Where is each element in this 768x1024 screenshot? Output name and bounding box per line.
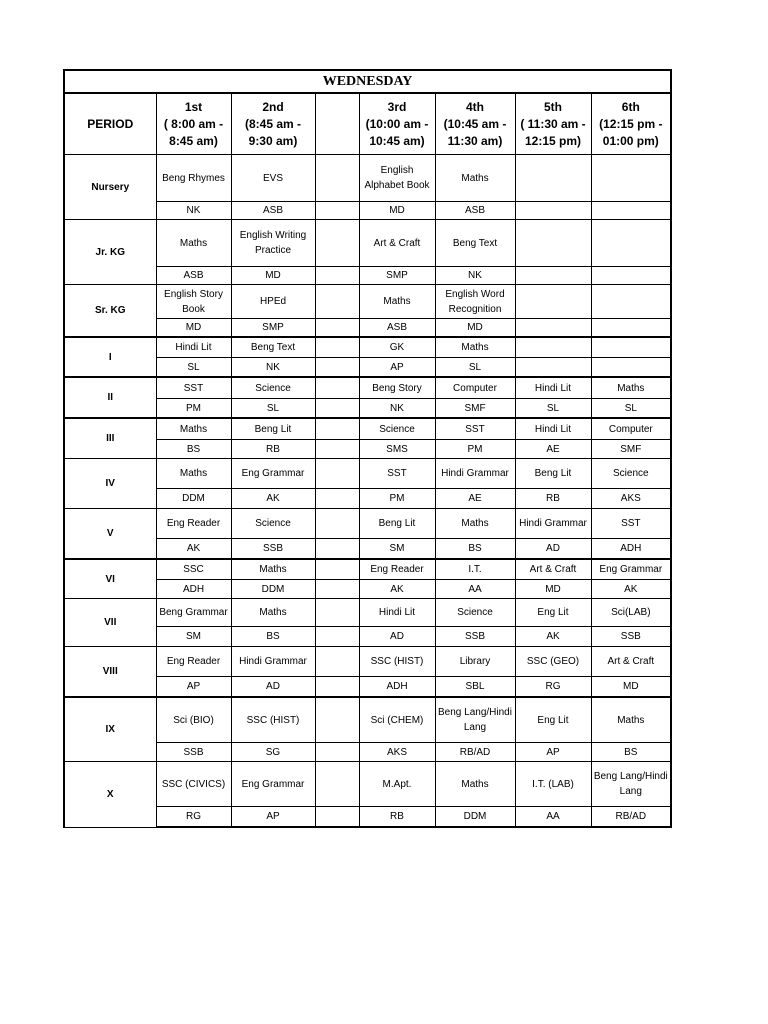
teacher-cell: SSB [435,627,515,647]
subject-cell [515,337,591,358]
class-teacher-row [64,627,671,647]
teacher-cell [315,580,359,599]
class-teacher-row [64,743,671,762]
subject-cell: Maths [231,599,315,627]
subject-cell [315,647,359,677]
class-teacher-row [64,399,671,419]
teacher-cell [315,677,359,698]
teacher-cell: SL [515,399,591,419]
subject-cell: English Story Book [156,285,231,319]
teacher-cell: NK [435,267,515,285]
subject-cell: Beng Lit [231,418,315,440]
class-name: I [64,337,156,377]
class-teacher-row [64,489,671,509]
subject-cell: Maths [435,155,515,202]
teacher-cell: SBL [435,677,515,698]
class-teacher-row [64,267,671,285]
teacher-cell [515,319,591,338]
subject-cell: Science [435,599,515,627]
teacher-cell: AKS [359,743,435,762]
subject-cell: Maths [156,459,231,489]
subject-cell: Eng Lit [515,697,591,743]
subject-cell: Beng Grammar [156,599,231,627]
teacher-cell [515,267,591,285]
teacher-cell: ASB [231,202,315,220]
teacher-cell: RB [231,440,315,459]
subject-cell: Eng Reader [156,509,231,539]
subject-cell: Library [435,647,515,677]
teacher-cell: SL [156,358,231,378]
subject-cell: Sci(LAB) [591,599,671,627]
teacher-cell: DDM [435,807,515,828]
teacher-cell: RB [359,807,435,828]
class-teacher-row [64,358,671,378]
class-subject-row [64,762,671,807]
teacher-cell: AP [359,358,435,378]
teacher-cell: BS [591,743,671,762]
subject-cell: Maths [435,337,515,358]
subject-cell [315,509,359,539]
subject-cell: Maths [359,285,435,319]
class-subject-row [64,559,671,580]
subject-cell [315,762,359,807]
teacher-cell: AKS [591,489,671,509]
teacher-cell: PM [156,399,231,419]
teacher-cell [591,267,671,285]
subject-cell: Computer [435,377,515,399]
teacher-cell: SM [359,539,435,560]
subject-cell: English Writing Practice [231,220,315,267]
class-teacher-row [64,677,671,698]
subject-cell [315,337,359,358]
subject-cell: Sci (CHEM) [359,697,435,743]
subject-cell: Eng Reader [156,647,231,677]
teacher-cell: RB/AD [435,743,515,762]
subject-cell: SSC (GEO) [515,647,591,677]
subject-cell [515,155,591,202]
teacher-cell: AK [156,539,231,560]
class-subject-row [64,647,671,677]
sheet-title: WEDNESDAY [64,70,671,93]
subject-cell: Science [231,377,315,399]
class-name: V [64,509,156,560]
class-name: III [64,418,156,459]
subject-cell: English Word Recognition [435,285,515,319]
teacher-cell: RB/AD [591,807,671,828]
teacher-cell: AD [231,677,315,698]
teacher-cell: AK [359,580,435,599]
subject-cell: M.Apt. [359,762,435,807]
teacher-cell: MD [156,319,231,338]
class-teacher-row [64,807,671,828]
subject-cell: I.T. (LAB) [515,762,591,807]
teacher-cell: SSB [231,539,315,560]
teacher-cell: AK [515,627,591,647]
teacher-cell [315,539,359,560]
teacher-cell: RG [515,677,591,698]
subject-cell: Eng Grammar [231,459,315,489]
class-subject-row [64,599,671,627]
teacher-cell: AA [435,580,515,599]
teacher-cell: BS [156,440,231,459]
teacher-cell: SG [231,743,315,762]
teacher-cell: AK [231,489,315,509]
subject-cell: SST [591,509,671,539]
subject-cell: Maths [156,418,231,440]
subject-cell: Beng Lit [515,459,591,489]
subject-cell: Art & Craft [359,220,435,267]
class-subject-row [64,155,671,202]
teacher-cell: ADH [359,677,435,698]
class-name: II [64,377,156,418]
subject-cell: Art & Craft [591,647,671,677]
teacher-cell: AA [515,807,591,828]
subject-cell [315,459,359,489]
subject-cell [315,599,359,627]
subject-cell: Maths [435,762,515,807]
period-2-header: 2nd (8:45 am - 9:30 am) [231,93,315,155]
teacher-cell: MD [591,677,671,698]
subject-cell: HPEd [231,285,315,319]
subject-cell [315,155,359,202]
teacher-cell: NK [156,202,231,220]
teacher-cell: AE [435,489,515,509]
teacher-cell [315,440,359,459]
subject-cell: Beng Lang/Hindi Lang [435,697,515,743]
subject-cell: GK [359,337,435,358]
subject-cell: Science [231,509,315,539]
subject-cell [315,697,359,743]
subject-cell: Maths [435,509,515,539]
subject-cell: Computer [591,418,671,440]
teacher-cell: AP [515,743,591,762]
subject-cell: Sci (BIO) [156,697,231,743]
teacher-cell: SMS [359,440,435,459]
teacher-cell: NK [231,358,315,378]
class-name: VIII [64,647,156,698]
teacher-cell: SMP [359,267,435,285]
subject-cell: Hindi Lit [359,599,435,627]
teacher-cell: ASB [435,202,515,220]
teacher-cell [315,807,359,828]
period-header: PERIOD [64,93,156,155]
teacher-cell: SL [231,399,315,419]
teacher-cell: BS [231,627,315,647]
class-teacher-row [64,202,671,220]
subject-cell [315,559,359,580]
subject-cell [591,220,671,267]
subject-cell: Beng Lang/Hindi Lang [591,762,671,807]
teacher-cell [591,358,671,378]
subject-cell: Maths [591,697,671,743]
teacher-cell: ASB [156,267,231,285]
class-name: VII [64,599,156,647]
period-1-header: 1st ( 8:00 am - 8:45 am) [156,93,231,155]
subject-cell: Eng Reader [359,559,435,580]
teacher-cell: ADH [591,539,671,560]
subject-cell: Eng Grammar [231,762,315,807]
subject-cell: Science [591,459,671,489]
subject-cell [315,377,359,399]
timetable [63,69,672,828]
teacher-cell [315,358,359,378]
class-subject-row [64,377,671,399]
subject-cell: EVS [231,155,315,202]
class-name: Jr. KG [64,220,156,285]
teacher-cell: AE [515,440,591,459]
teacher-cell [315,267,359,285]
teacher-cell: PM [435,440,515,459]
subject-cell: English Alphabet Book [359,155,435,202]
subject-cell: SSC (HIST) [231,697,315,743]
teacher-cell: SL [591,399,671,419]
subject-cell: SSC [156,559,231,580]
subject-cell [591,155,671,202]
class-subject-row [64,418,671,440]
teacher-cell [315,489,359,509]
teacher-cell [515,358,591,378]
teacher-cell [591,319,671,338]
class-teacher-row [64,539,671,560]
class-teacher-row [64,440,671,459]
subject-cell [315,418,359,440]
subject-cell [515,285,591,319]
teacher-cell: SSB [591,627,671,647]
teacher-cell: SL [435,358,515,378]
period-4-header: 4th (10:45 am - 11:30 am) [435,93,515,155]
teacher-cell: AP [156,677,231,698]
teacher-cell [515,202,591,220]
subject-cell [515,220,591,267]
teacher-cell: AK [591,580,671,599]
class-subject-row [64,509,671,539]
class-name: VI [64,559,156,599]
class-name: IX [64,697,156,762]
class-name: Sr. KG [64,285,156,338]
subject-cell: Maths [231,559,315,580]
subject-cell: Maths [156,220,231,267]
subject-cell: I.T. [435,559,515,580]
teacher-cell [315,319,359,338]
class-name: Nursery [64,155,156,220]
class-subject-row [64,697,671,743]
teacher-cell: MD [515,580,591,599]
subject-cell: SST [359,459,435,489]
teacher-cell: SMP [231,319,315,338]
teacher-cell [591,202,671,220]
class-subject-row [64,285,671,319]
teacher-cell [315,399,359,419]
period-3-header: 3rd (10:00 am - 10:45 am) [359,93,435,155]
teacher-cell: AD [515,539,591,560]
teacher-cell: RG [156,807,231,828]
teacher-cell: MD [435,319,515,338]
subject-cell: Beng Rhymes [156,155,231,202]
subject-cell: Hindi Lit [156,337,231,358]
teacher-cell: MD [231,267,315,285]
subject-cell: SST [156,377,231,399]
teacher-cell: SM [156,627,231,647]
class-subject-row [64,459,671,489]
subject-cell [591,337,671,358]
subject-cell: SST [435,418,515,440]
teacher-cell [315,202,359,220]
subject-cell [315,285,359,319]
subject-cell: Eng Grammar [591,559,671,580]
subject-cell [591,285,671,319]
teacher-cell [315,743,359,762]
subject-cell: Beng Lit [359,509,435,539]
subject-cell: Hindi Grammar [435,459,515,489]
teacher-cell: NK [359,399,435,419]
subject-cell: Hindi Grammar [515,509,591,539]
teacher-cell: DDM [156,489,231,509]
subject-cell: Beng Story [359,377,435,399]
class-teacher-row [64,580,671,599]
period-5-header: 5th ( 11:30 am - 12:15 pm) [515,93,591,155]
subject-cell: SSC (CIVICS) [156,762,231,807]
subject-cell: Hindi Lit [515,418,591,440]
subject-cell: Hindi Lit [515,377,591,399]
teacher-cell [315,627,359,647]
subject-cell: Beng Text [231,337,315,358]
subject-cell [315,220,359,267]
subject-cell: Maths [591,377,671,399]
teacher-cell: SSB [156,743,231,762]
subject-cell: Art & Craft [515,559,591,580]
subject-cell: Hindi Grammar [231,647,315,677]
subject-cell: Beng Text [435,220,515,267]
teacher-cell: AD [359,627,435,647]
teacher-cell: ASB [359,319,435,338]
teacher-cell: AP [231,807,315,828]
subject-cell: SSC (HIST) [359,647,435,677]
teacher-cell: SMF [435,399,515,419]
class-name: IV [64,459,156,509]
subject-cell: Eng Lit [515,599,591,627]
teacher-cell: ADH [156,580,231,599]
class-teacher-row [64,319,671,338]
class-name: X [64,762,156,828]
teacher-cell: DDM [231,580,315,599]
subject-cell: Science [359,418,435,440]
period-6-header: 6th (12:15 pm - 01:00 pm) [591,93,671,155]
teacher-cell: PM [359,489,435,509]
teacher-cell: MD [359,202,435,220]
break-header [315,93,359,155]
teacher-cell: SMF [591,440,671,459]
teacher-cell: RB [515,489,591,509]
class-subject-row [64,337,671,358]
teacher-cell: BS [435,539,515,560]
class-subject-row [64,220,671,267]
